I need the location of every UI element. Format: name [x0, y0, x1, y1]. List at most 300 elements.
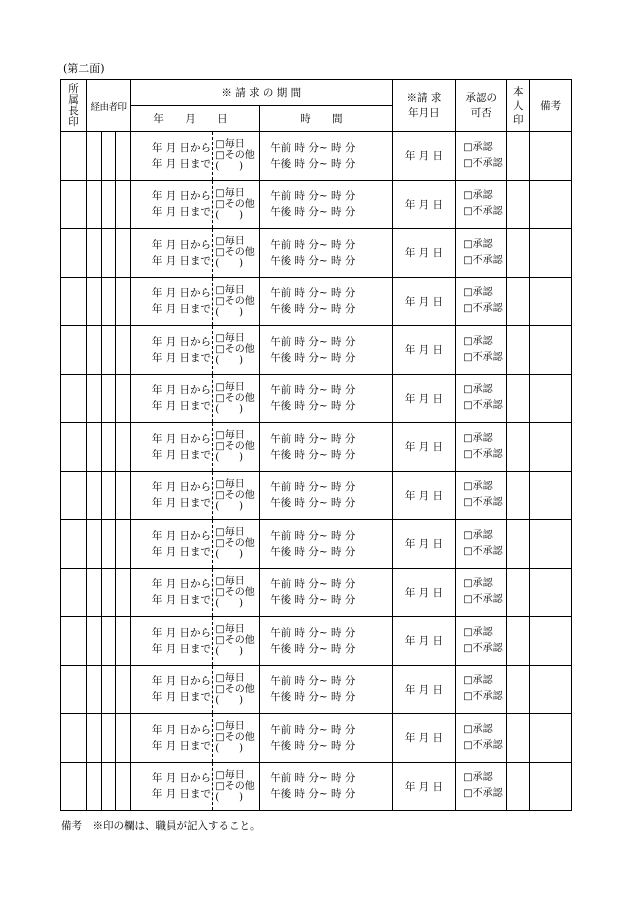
approve-checkbox[interactable]: □承認: [463, 141, 493, 153]
notes-cell[interactable]: [530, 326, 572, 375]
reject-checkbox[interactable]: □不承認: [463, 497, 503, 509]
approval-cell: [456, 423, 507, 472]
approve-checkbox[interactable]: □承認: [463, 529, 493, 541]
am-time-text: 午前 時 分~ 時 分: [270, 723, 356, 736]
reject-checkbox[interactable]: □不承認: [463, 545, 503, 557]
notes-cell[interactable]: [530, 520, 572, 569]
request-period-header: ※ 請 求 の 期 間: [130, 80, 392, 106]
request-form-table: [60, 79, 572, 811]
other-checkbox[interactable]: □その他: [215, 683, 255, 695]
other-detail-field[interactable]: ( ): [215, 209, 244, 221]
pm-time-text: 午後 時 分~ 時 分: [270, 642, 356, 655]
self-stamp-cell[interactable]: [507, 617, 530, 666]
frequency-options-cell: [213, 180, 260, 229]
pm-time-text: 午後 時 分~ 時 分: [270, 497, 356, 510]
period-dates-cell[interactable]: [130, 180, 212, 229]
dept-head-stamp-cell[interactable]: [61, 714, 87, 763]
reject-checkbox[interactable]: □不承認: [463, 642, 503, 654]
am-time-text: 午前 時 分~ 時 分: [270, 626, 356, 639]
other-detail-field[interactable]: ( ): [215, 694, 244, 706]
reject-checkbox[interactable]: □不承認: [463, 254, 503, 266]
other-detail-field[interactable]: ( ): [215, 452, 244, 464]
notes-cell[interactable]: [530, 471, 572, 520]
period-dates-cell[interactable]: [130, 374, 212, 423]
coordinator-stamp-cell[interactable]: [87, 423, 102, 472]
self-stamp-cell[interactable]: [507, 277, 530, 326]
other-detail-field[interactable]: ( ): [215, 743, 244, 755]
date-to-text: 年 月 日まで: [151, 351, 212, 364]
daily-checkbox[interactable]: □毎日: [215, 430, 245, 442]
other-detail-field[interactable]: ( ): [215, 597, 244, 609]
date-to-text: 年 月 日まで: [151, 739, 212, 752]
period-dates-cell[interactable]: [130, 326, 212, 375]
approve-checkbox[interactable]: □承認: [463, 481, 493, 493]
reject-checkbox[interactable]: □不承認: [463, 303, 503, 315]
request-date-cell[interactable]: 年 月 日: [392, 714, 456, 763]
request-date-cell[interactable]: 年 月 日: [392, 180, 456, 229]
request-row: [61, 277, 572, 326]
request-date-cell[interactable]: 年 月 日: [392, 374, 456, 423]
self-stamp-cell[interactable]: [507, 714, 530, 763]
approve-checkbox[interactable]: □承認: [463, 384, 493, 396]
approval-cell: [456, 568, 507, 617]
am-time-text: 午前 時 分~ 時 分: [270, 772, 356, 785]
daily-checkbox[interactable]: □毎日: [215, 672, 245, 684]
notes-cell[interactable]: [530, 229, 572, 278]
self-stamp-label: 本人印: [513, 85, 524, 126]
daily-checkbox[interactable]: □毎日: [215, 769, 245, 781]
dept-head-stamp-cell[interactable]: [61, 132, 87, 181]
date-from-text: 年 月 日から: [151, 578, 212, 591]
daily-checkbox[interactable]: □毎日: [215, 624, 245, 636]
coordinator-stamp-cell[interactable]: [101, 762, 116, 811]
time-range-cell[interactable]: [260, 229, 392, 278]
date-from-text: 年 月 日から: [151, 335, 212, 348]
self-stamp-header: [507, 80, 530, 132]
date-to-text: 年 月 日まで: [151, 448, 212, 461]
time-range-cell[interactable]: [260, 714, 392, 763]
daily-checkbox[interactable]: □毎日: [215, 187, 245, 199]
request-date-cell[interactable]: 年 月 日: [392, 617, 456, 666]
frequency-options-cell: [213, 132, 260, 181]
request-date-header: [392, 80, 456, 132]
other-checkbox[interactable]: □その他: [215, 295, 255, 307]
coordinator-stamp-cell[interactable]: [101, 423, 116, 472]
other-detail-field[interactable]: ( ): [215, 258, 244, 270]
notes-header: 備考: [530, 80, 572, 132]
approve-checkbox[interactable]: □承認: [463, 772, 493, 784]
request-date-label: ※請 求 年月日: [406, 91, 442, 119]
date-to-text: 年 月 日まで: [151, 400, 212, 413]
approve-checkbox[interactable]: □承認: [463, 578, 493, 590]
self-stamp-cell[interactable]: [507, 520, 530, 569]
daily-checkbox[interactable]: □毎日: [215, 381, 245, 393]
pm-time-text: 午後 時 分~ 時 分: [270, 303, 356, 316]
approve-checkbox[interactable]: □承認: [463, 432, 493, 444]
dept-head-stamp-cell[interactable]: [61, 762, 87, 811]
approval-cell: [456, 762, 507, 811]
request-row: [61, 762, 572, 811]
coordinator-stamp-cell[interactable]: [116, 568, 131, 617]
dept-head-stamp-cell[interactable]: [61, 568, 87, 617]
am-time-text: 午前 時 分~ 時 分: [270, 384, 356, 397]
self-stamp-cell[interactable]: [507, 374, 530, 423]
request-row: [61, 132, 572, 181]
daily-checkbox[interactable]: □毎日: [215, 721, 245, 733]
self-stamp-cell[interactable]: [507, 665, 530, 714]
dept-head-stamp-cell[interactable]: [61, 617, 87, 666]
self-stamp-cell[interactable]: [507, 180, 530, 229]
request-date-cell[interactable]: 年 月 日: [392, 665, 456, 714]
dept-head-stamp-cell[interactable]: [61, 326, 87, 375]
other-checkbox[interactable]: □その他: [215, 538, 255, 550]
daily-checkbox[interactable]: □毎日: [215, 236, 245, 248]
period-dates-cell[interactable]: [130, 762, 212, 811]
date-from-text: 年 月 日から: [151, 141, 212, 154]
coordinator-stamp-cell[interactable]: [101, 326, 116, 375]
coordinator-stamp-cell[interactable]: [101, 132, 116, 181]
request-row: [61, 229, 572, 278]
coordinator-stamp-cell[interactable]: [101, 617, 116, 666]
am-time-text: 午前 時 分~ 時 分: [270, 481, 356, 494]
page-heading: (第二面): [63, 62, 105, 75]
other-detail-field[interactable]: ( ): [215, 161, 244, 173]
notes-cell[interactable]: [530, 617, 572, 666]
approval-cell: [456, 714, 507, 763]
period-dates-cell[interactable]: [130, 568, 212, 617]
other-checkbox[interactable]: □その他: [215, 247, 255, 259]
pm-time-text: 午後 時 分~ 時 分: [270, 206, 356, 219]
dept-head-stamp-cell[interactable]: [61, 374, 87, 423]
coordinator-stamp-cell[interactable]: [116, 423, 131, 472]
period-dates-cell[interactable]: [130, 665, 212, 714]
reject-checkbox[interactable]: □不承認: [463, 788, 503, 800]
coordinator-stamp-cell[interactable]: [116, 520, 131, 569]
request-row: [61, 520, 572, 569]
pm-time-text: 午後 時 分~ 時 分: [270, 254, 356, 267]
other-detail-field[interactable]: ( ): [215, 355, 244, 367]
approval-label: 承認の 可否: [465, 91, 497, 119]
coordinator-stamp-cell[interactable]: [101, 229, 116, 278]
coordinator-stamp-cell[interactable]: [101, 714, 116, 763]
date-to-text: 年 月 日まで: [151, 691, 212, 704]
am-time-text: 午前 時 分~ 時 分: [270, 335, 356, 348]
request-date-cell[interactable]: 年 月 日: [392, 277, 456, 326]
am-time-text: 午前 時 分~ 時 分: [270, 238, 356, 251]
request-row: [61, 568, 572, 617]
frequency-options-cell: [213, 229, 260, 278]
approval-cell: [456, 132, 507, 181]
time-range-cell[interactable]: [260, 374, 392, 423]
time-range-cell[interactable]: [260, 568, 392, 617]
daily-checkbox[interactable]: □毎日: [215, 527, 245, 539]
date-from-text: 年 月 日から: [151, 238, 212, 251]
pm-time-text: 午後 時 分~ 時 分: [270, 448, 356, 461]
request-row: [61, 180, 572, 229]
dept-head-stamp-label: 所属長印: [68, 82, 79, 128]
notes-cell[interactable]: [530, 762, 572, 811]
reject-checkbox[interactable]: □不承認: [463, 691, 503, 703]
other-checkbox[interactable]: □その他: [215, 150, 255, 162]
time-range-cell[interactable]: [260, 277, 392, 326]
date-to-text: 年 月 日まで: [151, 497, 212, 510]
pm-time-text: 午後 時 分~ 時 分: [270, 351, 356, 364]
self-stamp-cell[interactable]: [507, 568, 530, 617]
frequency-options-cell: [213, 471, 260, 520]
time-range-cell[interactable]: [260, 665, 392, 714]
daily-checkbox[interactable]: □毎日: [215, 478, 245, 490]
coordinator-stamp-cell[interactable]: [116, 471, 131, 520]
am-time-text: 午前 時 分~ 時 分: [270, 190, 356, 203]
coordinator-stamp-cell[interactable]: [87, 665, 102, 714]
coordinator-stamp-cell[interactable]: [116, 617, 131, 666]
request-date-cell[interactable]: 年 月 日: [392, 423, 456, 472]
reject-checkbox[interactable]: □不承認: [463, 400, 503, 412]
request-row: [61, 374, 572, 423]
am-time-text: 午前 時 分~ 時 分: [270, 529, 356, 542]
frequency-options-cell: [213, 423, 260, 472]
dept-head-stamp-cell[interactable]: [61, 423, 87, 472]
reject-checkbox[interactable]: □不承認: [463, 594, 503, 606]
coordinator-stamp-cell[interactable]: [116, 714, 131, 763]
dept-head-stamp-cell[interactable]: [61, 229, 87, 278]
self-stamp-cell[interactable]: [507, 471, 530, 520]
dept-head-stamp-cell[interactable]: [61, 277, 87, 326]
reject-checkbox[interactable]: □不承認: [463, 448, 503, 460]
coordinator-stamp-cell[interactable]: [116, 180, 131, 229]
approval-cell: [456, 520, 507, 569]
pm-time-text: 午後 時 分~ 時 分: [270, 545, 356, 558]
date-from-text: 年 月 日から: [151, 529, 212, 542]
time-range-cell[interactable]: [260, 180, 392, 229]
other-detail-field[interactable]: ( ): [215, 791, 244, 803]
pm-time-text: 午後 時 分~ 時 分: [270, 691, 356, 704]
request-date-cell[interactable]: 年 月 日: [392, 132, 456, 181]
daily-checkbox[interactable]: □毎日: [215, 139, 245, 151]
frequency-options-cell: [213, 374, 260, 423]
approval-cell: [456, 277, 507, 326]
coordinator-stamp-cell[interactable]: [87, 180, 102, 229]
coordinator-stamp-cell[interactable]: [116, 132, 131, 181]
footer-note: 備考 ※印の欄は、職員が記入すること。: [61, 820, 261, 832]
date-from-text: 年 月 日から: [151, 481, 212, 494]
reject-checkbox[interactable]: □不承認: [463, 351, 503, 363]
request-date-cell[interactable]: 年 月 日: [392, 471, 456, 520]
notes-cell[interactable]: [530, 374, 572, 423]
other-checkbox[interactable]: □その他: [215, 586, 255, 598]
frequency-options-cell: [213, 665, 260, 714]
approve-checkbox[interactable]: □承認: [463, 238, 493, 250]
dept-head-stamp-cell[interactable]: [61, 471, 87, 520]
other-checkbox[interactable]: □その他: [215, 489, 255, 501]
coordinator-stamp-cell[interactable]: [87, 520, 102, 569]
date-to-text: 年 月 日まで: [151, 788, 212, 801]
time-range-cell[interactable]: [260, 520, 392, 569]
date-to-text: 年 月 日まで: [151, 594, 212, 607]
notes-cell[interactable]: [530, 714, 572, 763]
other-checkbox[interactable]: □その他: [215, 635, 255, 647]
approval-cell: [456, 665, 507, 714]
coordinator-stamp-cell[interactable]: [87, 326, 102, 375]
self-stamp-cell[interactable]: [507, 326, 530, 375]
time-range-cell[interactable]: [260, 132, 392, 181]
approve-checkbox[interactable]: □承認: [463, 626, 493, 638]
time-range-cell[interactable]: [260, 471, 392, 520]
approval-cell: [456, 326, 507, 375]
coordinator-stamp-cell[interactable]: [87, 568, 102, 617]
coordinator-stamp-cell[interactable]: [101, 277, 116, 326]
date-to-text: 年 月 日まで: [151, 254, 212, 267]
frequency-options-cell: [213, 762, 260, 811]
frequency-options-cell: [213, 326, 260, 375]
request-date-cell[interactable]: 年 月 日: [392, 762, 456, 811]
self-stamp-cell[interactable]: [507, 132, 530, 181]
period-dates-cell[interactable]: [130, 229, 212, 278]
approve-checkbox[interactable]: □承認: [463, 287, 493, 299]
period-dates-cell[interactable]: [130, 714, 212, 763]
time-column-header: 時 間: [260, 106, 392, 132]
am-time-text: 午前 時 分~ 時 分: [270, 578, 356, 591]
coordinator-stamp-cell[interactable]: [87, 762, 102, 811]
daily-checkbox[interactable]: □毎日: [215, 284, 245, 296]
period-dates-cell[interactable]: [130, 471, 212, 520]
approve-checkbox[interactable]: □承認: [463, 335, 493, 347]
period-dates-cell[interactable]: [130, 277, 212, 326]
coordinator-stamp-cell[interactable]: [87, 374, 102, 423]
coordinator-stamp-cell[interactable]: [87, 229, 102, 278]
period-dates-cell[interactable]: [130, 423, 212, 472]
period-dates-cell[interactable]: [130, 520, 212, 569]
coordinator-stamp-cell[interactable]: [101, 180, 116, 229]
daily-checkbox[interactable]: □毎日: [215, 333, 245, 345]
approval-cell: [456, 374, 507, 423]
date-to-text: 年 月 日まで: [151, 642, 212, 655]
self-stamp-cell[interactable]: [507, 762, 530, 811]
request-row: [61, 471, 572, 520]
time-range-cell[interactable]: [260, 762, 392, 811]
coordinator-stamp-cell[interactable]: [116, 229, 131, 278]
reject-checkbox[interactable]: □不承認: [463, 157, 503, 169]
coordinator-stamp-cell[interactable]: [87, 471, 102, 520]
self-stamp-cell[interactable]: [507, 229, 530, 278]
other-checkbox[interactable]: □その他: [215, 441, 255, 453]
am-time-text: 午前 時 分~ 時 分: [270, 141, 356, 154]
dept-head-stamp-cell[interactable]: [61, 520, 87, 569]
dept-head-stamp-cell[interactable]: [61, 180, 87, 229]
dept-head-stamp-header: [61, 80, 87, 132]
time-range-cell[interactable]: [260, 326, 392, 375]
notes-cell[interactable]: [530, 423, 572, 472]
reject-checkbox[interactable]: □不承認: [463, 206, 503, 218]
other-detail-field[interactable]: ( ): [215, 403, 244, 415]
date-from-text: 年 月 日から: [151, 432, 212, 445]
request-row: [61, 714, 572, 763]
frequency-options-cell: [213, 617, 260, 666]
self-stamp-cell[interactable]: [507, 423, 530, 472]
approval-cell: [456, 617, 507, 666]
coordinator-stamp-cell[interactable]: [101, 665, 116, 714]
period-dates-cell[interactable]: [130, 617, 212, 666]
pm-time-text: 午後 時 分~ 時 分: [270, 157, 356, 170]
dept-head-stamp-cell[interactable]: [61, 665, 87, 714]
date-to-text: 年 月 日まで: [151, 157, 212, 170]
coordinator-stamp-cell[interactable]: [116, 326, 131, 375]
other-checkbox[interactable]: □その他: [215, 198, 255, 210]
coordinator-stamp-cell[interactable]: [116, 277, 131, 326]
request-row: [61, 326, 572, 375]
coordinator-stamp-cell[interactable]: [101, 520, 116, 569]
other-checkbox[interactable]: □その他: [215, 780, 255, 792]
coordinator-stamp-cell[interactable]: [87, 277, 102, 326]
approve-checkbox[interactable]: □承認: [463, 190, 493, 202]
other-detail-field[interactable]: ( ): [215, 646, 244, 658]
notes-cell[interactable]: [530, 665, 572, 714]
approve-checkbox[interactable]: □承認: [463, 723, 493, 735]
coordinator-stamp-cell[interactable]: [116, 762, 131, 811]
time-range-cell[interactable]: [260, 423, 392, 472]
approval-cell: [456, 180, 507, 229]
other-checkbox[interactable]: □その他: [215, 392, 255, 404]
frequency-options-cell: [213, 714, 260, 763]
approve-checkbox[interactable]: □承認: [463, 675, 493, 687]
other-detail-field[interactable]: ( ): [215, 500, 244, 512]
period-dates-cell[interactable]: [130, 132, 212, 181]
pm-time-text: 午後 時 分~ 時 分: [270, 594, 356, 607]
frequency-options-cell: [213, 568, 260, 617]
request-row: [61, 665, 572, 714]
coordinator-stamp-header: 経由者印: [87, 80, 131, 132]
coordinator-stamp-cell[interactable]: [101, 471, 116, 520]
date-from-text: 年 月 日から: [151, 384, 212, 397]
date-from-text: 年 月 日から: [151, 190, 212, 203]
frequency-options-cell: [213, 277, 260, 326]
notes-cell[interactable]: [530, 180, 572, 229]
time-range-cell[interactable]: [260, 617, 392, 666]
other-detail-field[interactable]: ( ): [215, 549, 244, 561]
request-row: [61, 423, 572, 472]
am-time-text: 午前 時 分~ 時 分: [270, 432, 356, 445]
coordinator-stamp-cell[interactable]: [101, 568, 116, 617]
coordinator-stamp-cell[interactable]: [116, 665, 131, 714]
date-from-text: 年 月 日から: [151, 723, 212, 736]
coordinator-stamp-cell[interactable]: [87, 132, 102, 181]
request-row: [61, 617, 572, 666]
notes-cell[interactable]: [530, 568, 572, 617]
reject-checkbox[interactable]: □不承認: [463, 739, 503, 751]
frequency-options-cell: [213, 520, 260, 569]
coordinator-stamp-cell[interactable]: [87, 617, 102, 666]
approval-cell: [456, 471, 507, 520]
coordinator-stamp-cell[interactable]: [101, 374, 116, 423]
request-date-cell[interactable]: 年 月 日: [392, 326, 456, 375]
notes-cell[interactable]: [530, 132, 572, 181]
date-from-text: 年 月 日から: [151, 772, 212, 785]
request-date-cell[interactable]: 年 月 日: [392, 229, 456, 278]
other-checkbox[interactable]: □その他: [215, 344, 255, 356]
notes-cell[interactable]: [530, 277, 572, 326]
other-checkbox[interactable]: □その他: [215, 732, 255, 744]
coordinator-stamp-cell[interactable]: [87, 714, 102, 763]
daily-checkbox[interactable]: □毎日: [215, 575, 245, 587]
request-date-cell[interactable]: 年 月 日: [392, 568, 456, 617]
other-detail-field[interactable]: ( ): [215, 306, 244, 318]
coordinator-stamp-cell[interactable]: [116, 374, 131, 423]
date-from-text: 年 月 日から: [151, 626, 212, 639]
approval-header: [456, 80, 507, 132]
am-time-text: 午前 時 分~ 時 分: [270, 675, 356, 688]
pm-time-text: 午後 時 分~ 時 分: [270, 400, 356, 413]
request-date-cell[interactable]: 年 月 日: [392, 520, 456, 569]
